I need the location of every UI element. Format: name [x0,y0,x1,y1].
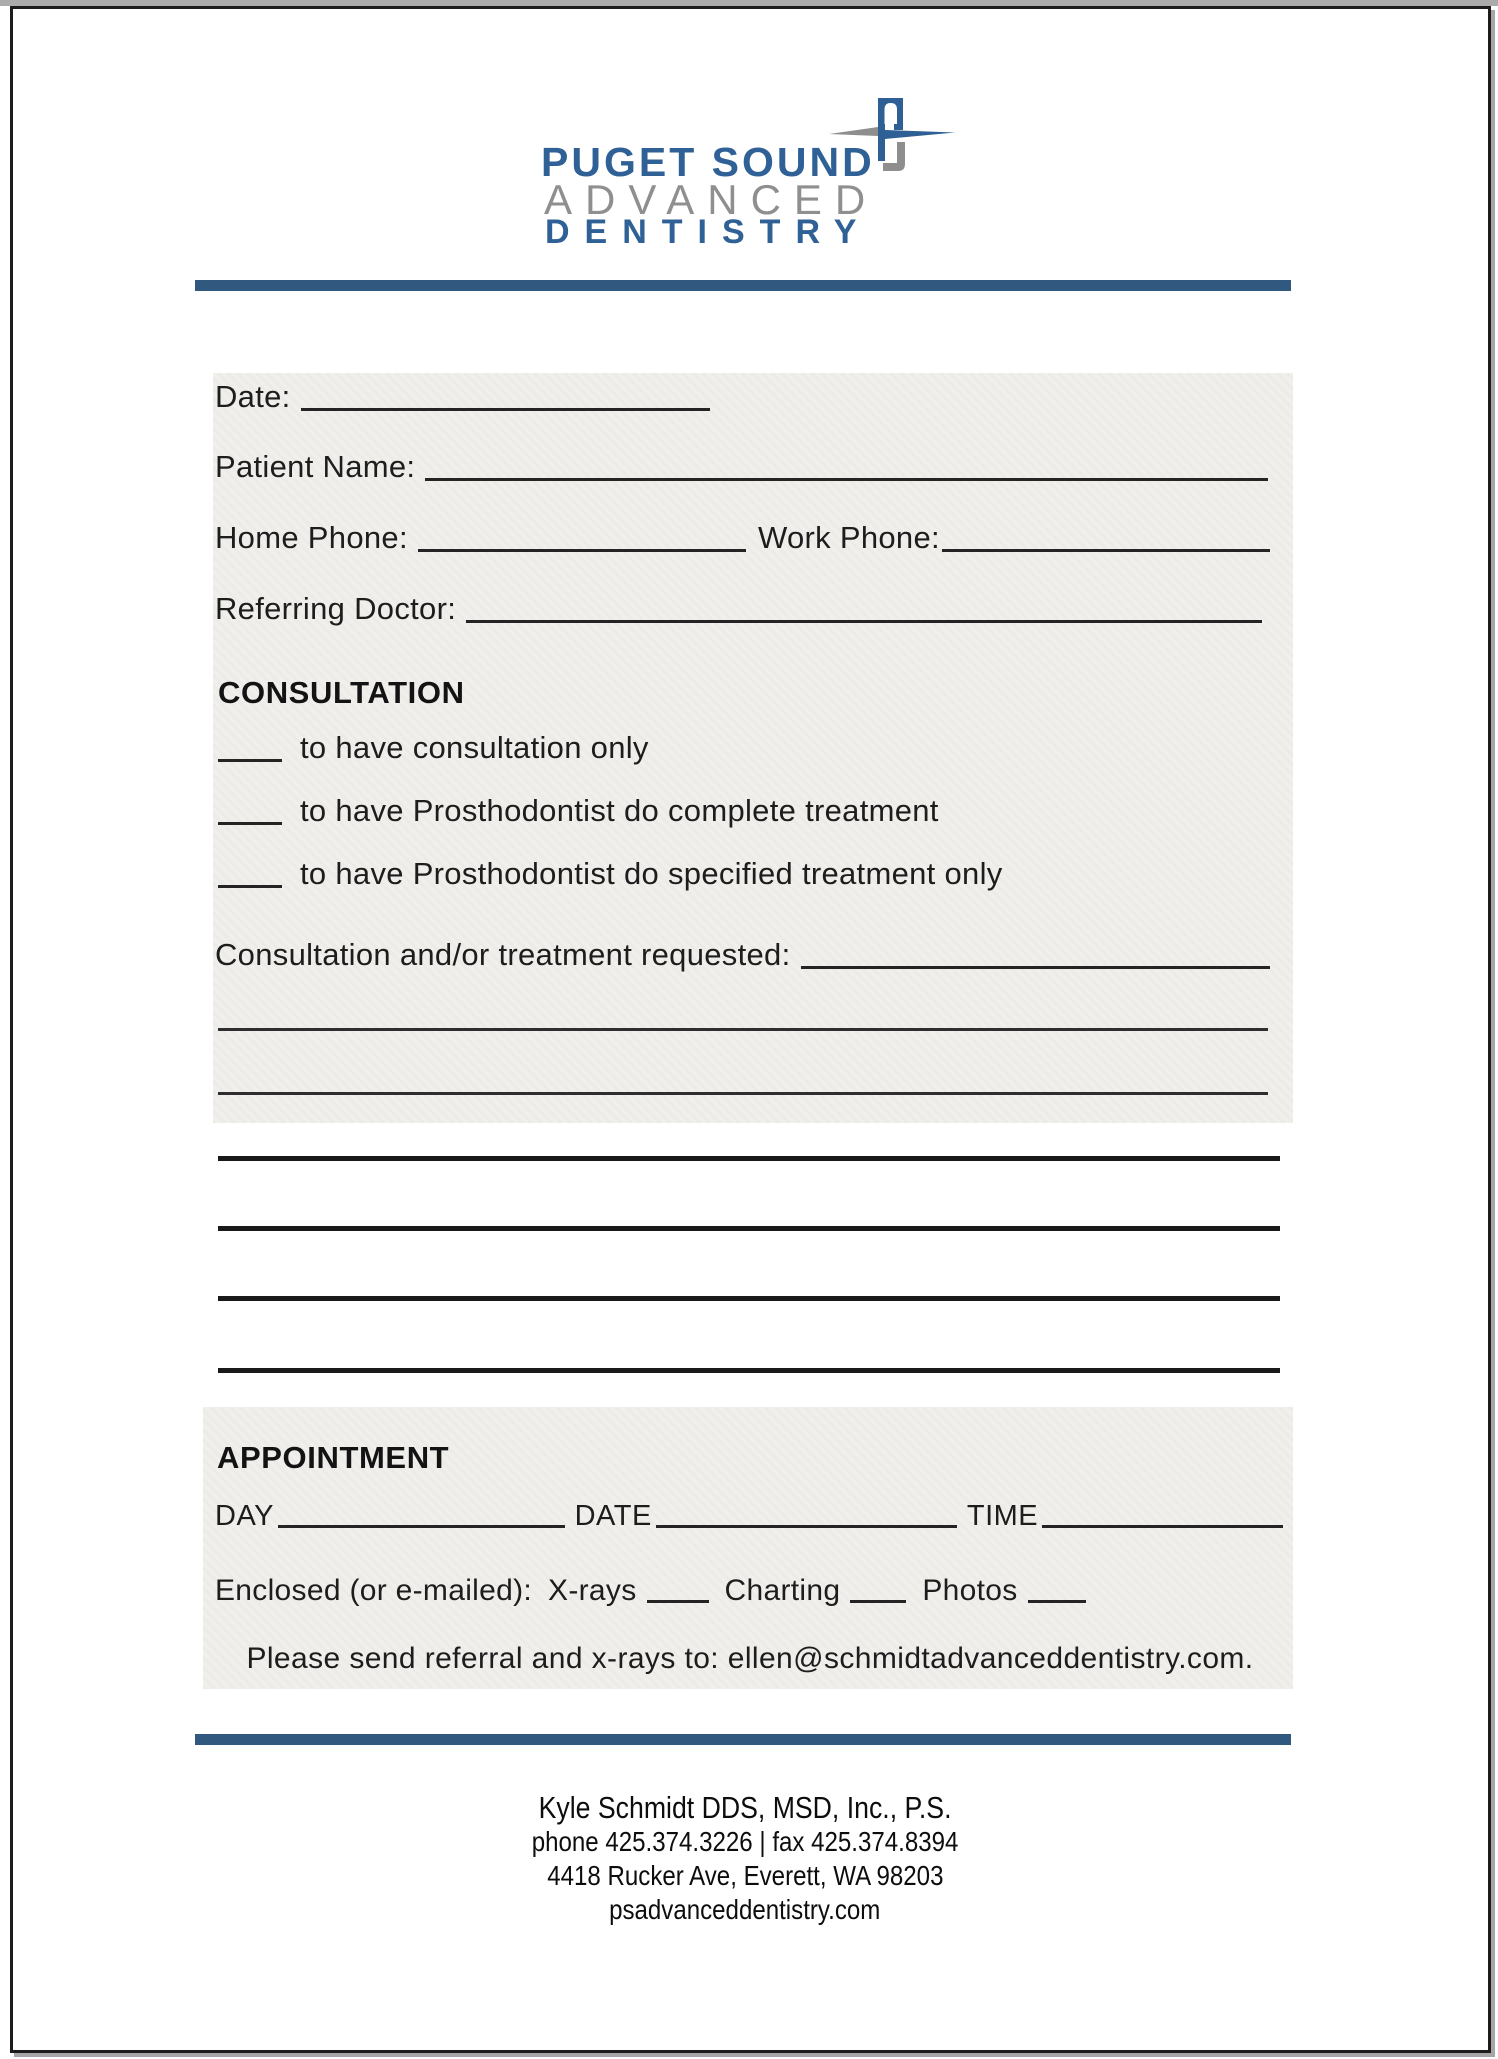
work-phone-blank-line [942,548,1270,552]
day-date-time-row [215,1495,1283,1531]
consultation-heading: CONSULTATION [218,675,465,710]
work-phone-label: Work Phone: [757,520,940,556]
blue-divider-bottom [195,1734,1291,1745]
practice-footer [0,1791,1490,1927]
home-phone-blank-line [418,548,746,552]
treatment-requested-label: Consultation and/or treatment requested: [215,937,791,973]
treatment-requested-blank-line [801,965,1270,969]
practice-address: 4418 Rucker Ave, Everett, WA 98203 [546,1860,944,1891]
logo-text-advanced: ADVANCED [544,176,879,223]
send-referral-note: Please send referral and x-rays to: ellen@schmidtadvanceddentistry.com. [246,1642,1254,1675]
enclosed-label: Enclosed (or e-mailed): [215,1573,533,1607]
option-blank-line [218,758,282,762]
referring-doctor-row [215,592,1262,626]
enclosed-row [215,1572,1086,1606]
date-label: Date: [215,379,291,415]
option-label: to have Prosthodontist do specified treatment only [300,856,1003,892]
writing-line [218,1028,1268,1031]
time-label: TIME [966,1499,1039,1532]
logo-text-dentistry: DENTISTRY [545,213,872,251]
consultation-option-row [218,730,649,766]
practice-name: Kyle Schmidt DDS, MSD, Inc., P.S. [538,1790,952,1825]
consultation-option-row [218,856,1003,892]
appt-date-blank-line [656,1524,957,1528]
phone-row [215,521,1270,555]
date-blank-line [301,407,710,411]
practice-website: psadvanceddentistry.com [609,1894,881,1925]
charting-blank-line [850,1599,906,1603]
option-label: to have consultation only [300,730,649,766]
option-blank-line [218,821,282,825]
writing-line [218,1368,1280,1373]
patient-name-blank-line [425,477,1268,481]
cross-swoosh-icon [826,96,960,174]
day-label: DAY [215,1499,274,1532]
consultation-option-row [218,793,939,829]
appt-date-label: DATE [574,1499,652,1532]
photos-blank-line [1028,1599,1086,1603]
photos-label: Photos [922,1573,1018,1607]
date-row [215,380,710,414]
writing-line [218,1296,1280,1301]
blue-divider-top [195,280,1291,291]
referring-doctor-label: Referring Doctor: [215,591,457,627]
patient-name-row [215,450,1268,484]
appointment-heading: APPOINTMENT [217,1440,450,1475]
option-label: to have Prosthodontist do complete treatment [300,793,939,829]
time-blank-line [1042,1524,1283,1528]
xrays-label: X-rays [548,1573,637,1607]
logo-text-puget-sound: PUGET SOUND [541,139,875,185]
xrays-blank-line [647,1599,709,1603]
writing-line [218,1226,1280,1231]
writing-line [218,1156,1280,1161]
treatment-requested-row [215,938,1270,972]
day-blank-line [278,1524,565,1528]
option-blank-line [218,884,282,888]
practice-phone-fax: phone 425.374.3226 | fax 425.374.8394 [531,1826,959,1857]
charting-label: Charting [724,1573,841,1607]
patient-name-label: Patient Name: [215,449,416,485]
referring-doctor-blank-line [466,619,1262,623]
home-phone-label: Home Phone: [215,520,408,556]
writing-line [218,1092,1268,1095]
